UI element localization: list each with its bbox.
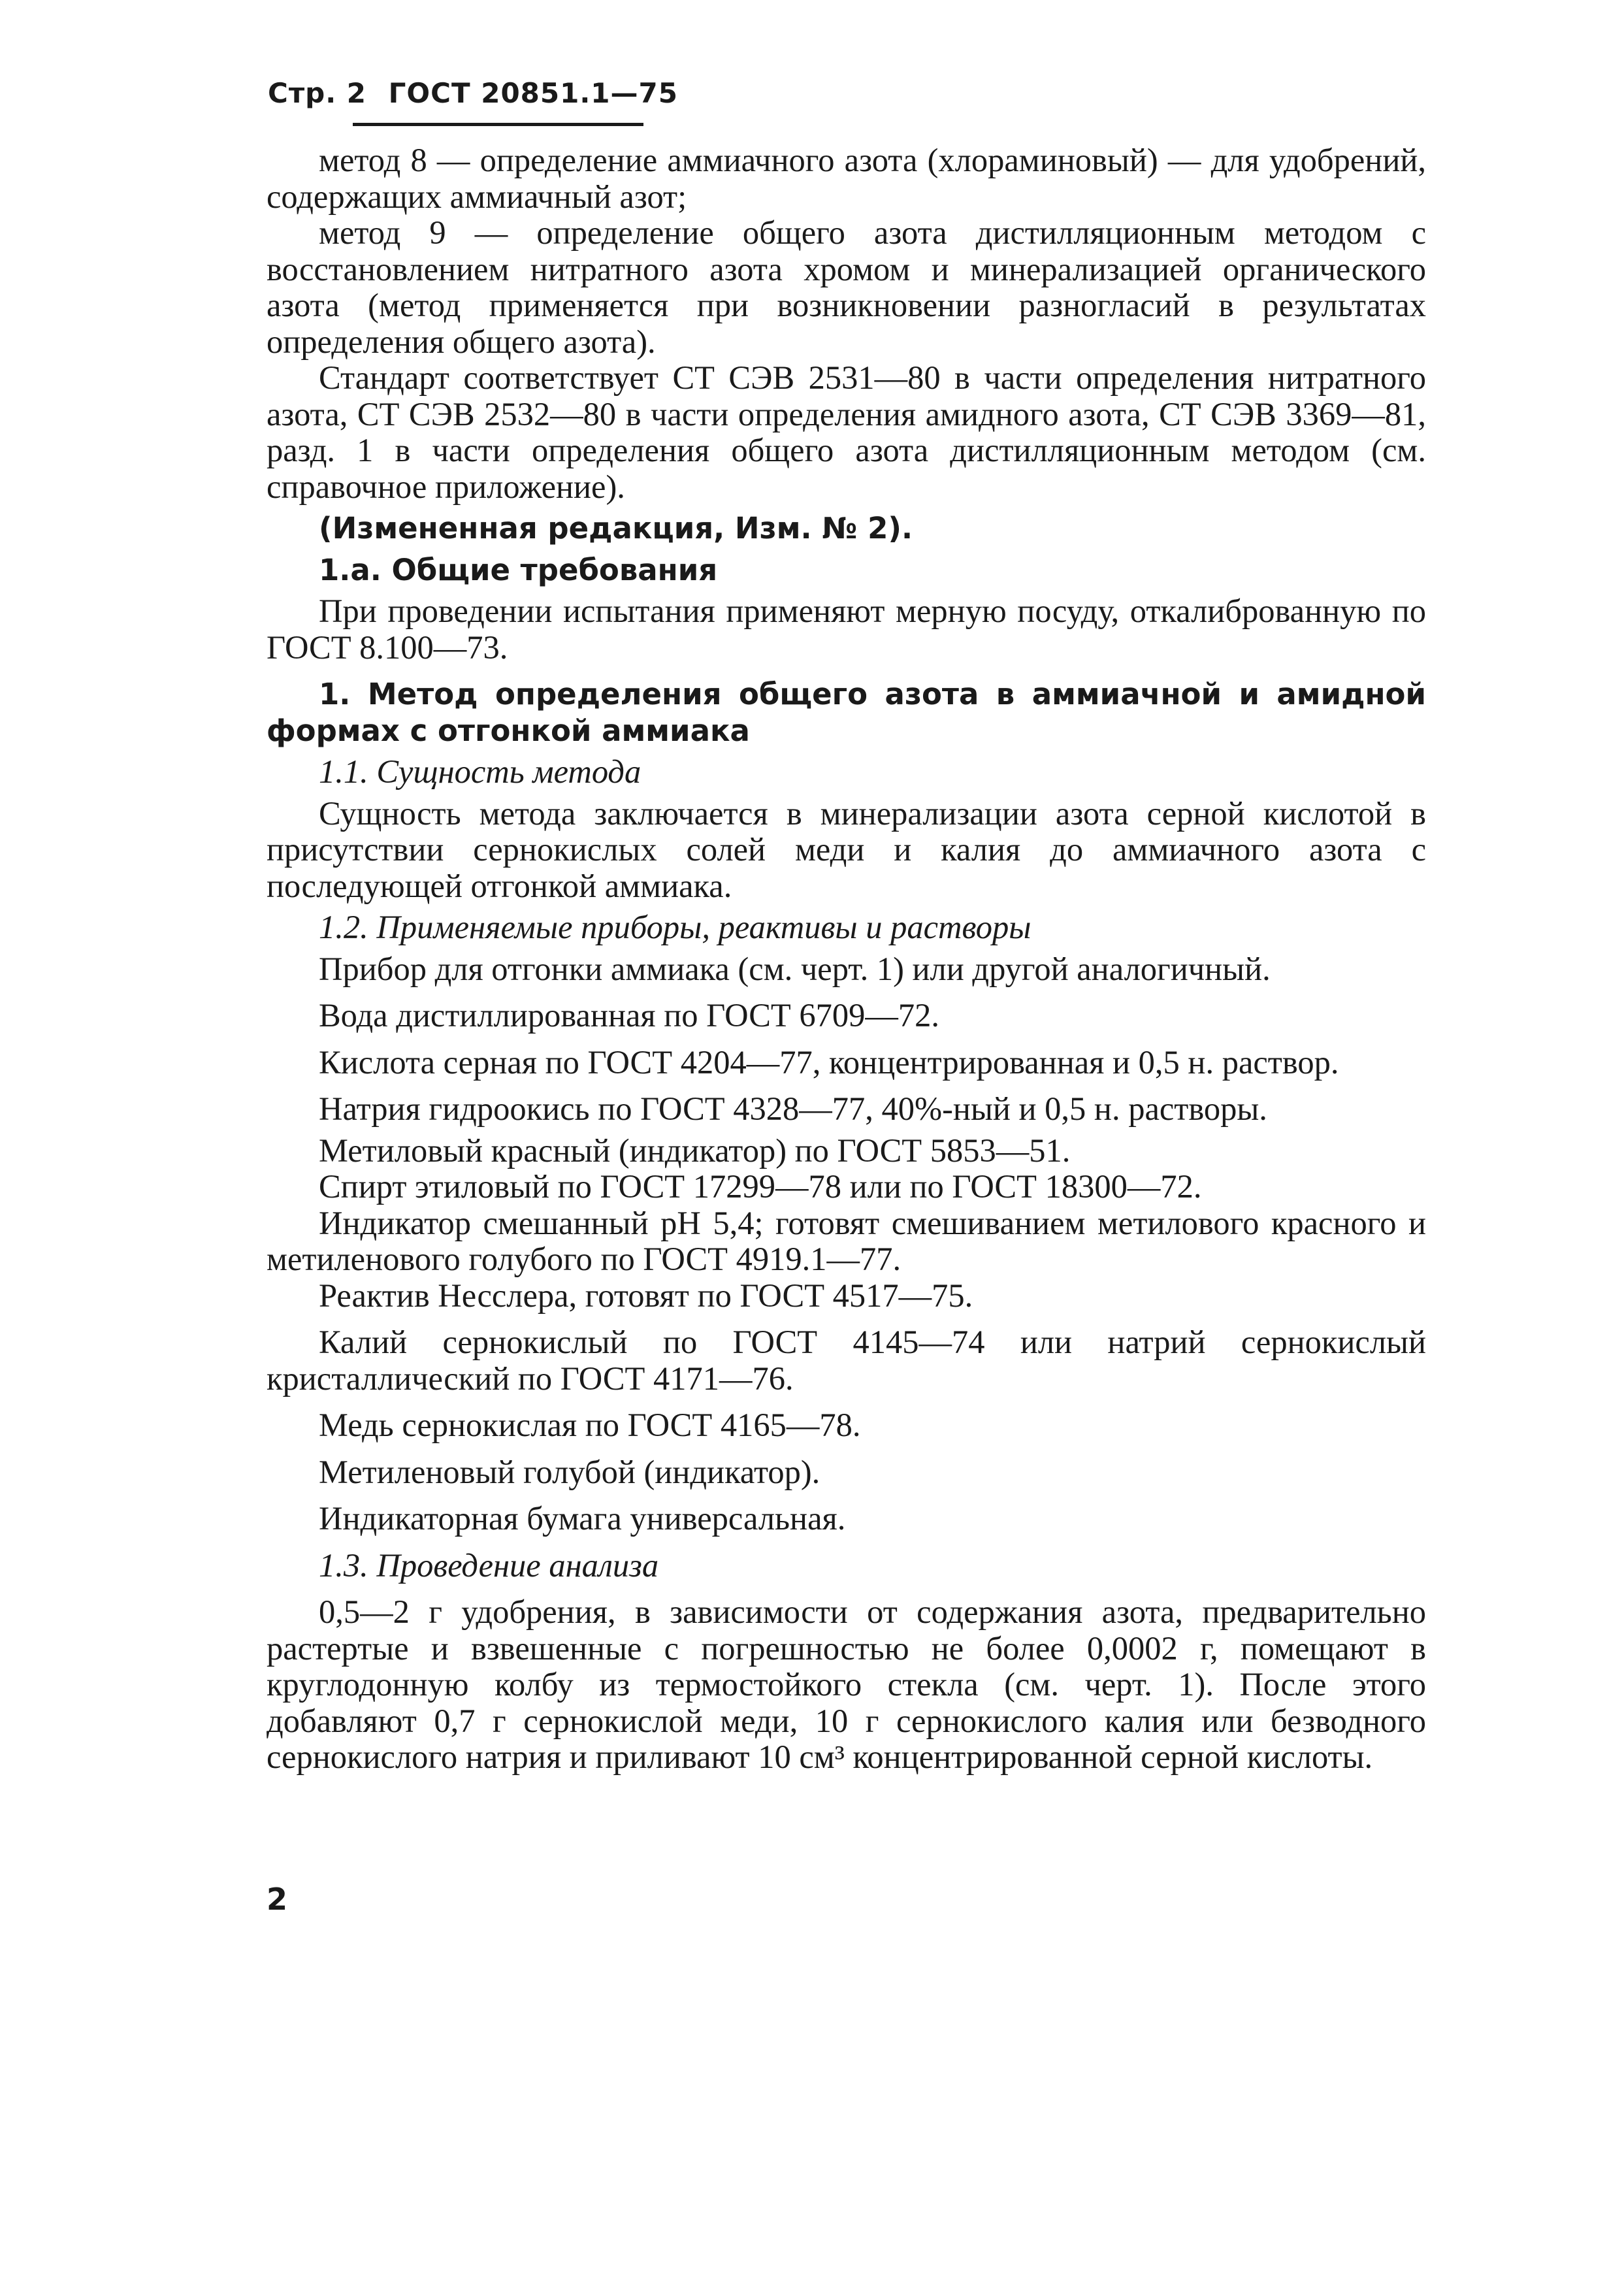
- body-text: [267, 142, 1426, 1776]
- reagent-mixed-indicator: Индикатор смешанный pH 5,4; готовят смешиванием метилового красного и метиленового голубого по ГОСТ 4919.1—77.: [267, 1204, 1426, 1277]
- method-8-paragraph: метод 8 — определение аммиачного азота (хлораминовый) — для удобрений, содержащих аммиачный азот;: [267, 142, 1426, 215]
- page-number: 2: [267, 1882, 288, 1917]
- reagent-sodium-hydroxide: Натрия гидроокись по ГОСТ 4328—77, 40%-ный и 0,5 н. растворы.: [319, 1090, 1267, 1127]
- amendment-note: (Измененная редакция, Изм. № 2).: [319, 511, 913, 546]
- header-rule: [353, 123, 643, 126]
- reagent-ethanol: Спирт этиловый по ГОСТ 17299—78 или по ГОСТ 18300—72.: [319, 1168, 1202, 1205]
- reagent-sulfuric-acid: Кислота серная по ГОСТ 4204—77, концентрированная и 0,5 н. раствор.: [319, 1043, 1339, 1081]
- reagent-methyl-red: Метиловый красный (индикатор) по ГОСТ 5853—51.: [319, 1132, 1071, 1169]
- method-9-paragraph: метод 9 — определение общего азота дистилляционным методом с восстановлением нитратного азота хромом и минерализацией органического азота (метод применяется при возникновении разногласий в результатах определения общего азота).: [267, 214, 1426, 360]
- subsection-heading-apparatus: 1.2. Применяемые приборы, реактивы и растворы: [319, 909, 1031, 945]
- reagent-apparatus: Прибор для отгонки аммиака (см. черт. 1) или другой аналогичный.: [319, 950, 1271, 987]
- analysis-paragraph: 0,5—2 г удобрения, в зависимости от содержания азота, предварительно растертые и взвешенные с погрешностью не более 0,0002 г, помещают в круглодонную колбу из термостойкого стекла (см. черт. 1). После этого добавляют 0,7 г сернокислой меди, 10 г сернокислого калия или безводного сернокислого натрия и приливают 10 см³ концентрированной серной кислоты.: [267, 1593, 1426, 1775]
- running-header: [268, 77, 678, 109]
- general-requirements-paragraph: При проведении испытания применяют мерную посуду, откалиброванную по ГОСТ 8.100—73.: [267, 593, 1426, 666]
- reagent-copper-sulfate: Медь сернокислая по ГОСТ 4165—78.: [319, 1407, 861, 1443]
- reagent-potassium-sulfate: Калий сернокислый по ГОСТ 4145—74 или натрий сернокислый кристаллический по ГОСТ 4171—76.: [267, 1324, 1426, 1397]
- reagent-water: Вода дистиллированная по ГОСТ 6709—72.: [319, 997, 939, 1034]
- subsection-heading-essence: 1.1. Сущность метода: [319, 753, 641, 790]
- standard-compliance-paragraph: Стандарт соответствует СТ СЭВ 2531—80 в части определения нитратного азота, СТ СЭВ 2532—80 в части определения амидного азота, СТ СЭВ 3369—81, разд. 1 в части определения общего азота дистилляционным методом (см. справочное приложение).: [267, 359, 1426, 505]
- standard-designation: ГОСТ 20851.1—75: [388, 77, 678, 109]
- reagent-methylene-blue: Метиленовый голубой (индикатор).: [319, 1453, 820, 1490]
- reagent-indicator-paper: Индикаторная бумага универсальная.: [319, 1500, 846, 1537]
- page-label: Стр. 2: [268, 77, 367, 109]
- subsection-heading-analysis: 1.3. Проведение анализа: [319, 1546, 659, 1584]
- essence-paragraph: Сущность метода заключается в минерализации азота серной кислотой в присутствии сернокислых солей меди и калия до аммиачного азота с последующей отгонкой аммиака.: [267, 794, 1426, 904]
- section-heading-general-requirements: 1.а. Общие требования: [319, 552, 718, 587]
- section-heading-method-1: 1. Метод определения общего азота в аммиачной и амидной формах с отгонкой аммиака: [267, 677, 1426, 748]
- reagent-nessler: Реактив Несслера, готовят по ГОСТ 4517—75.: [319, 1277, 973, 1314]
